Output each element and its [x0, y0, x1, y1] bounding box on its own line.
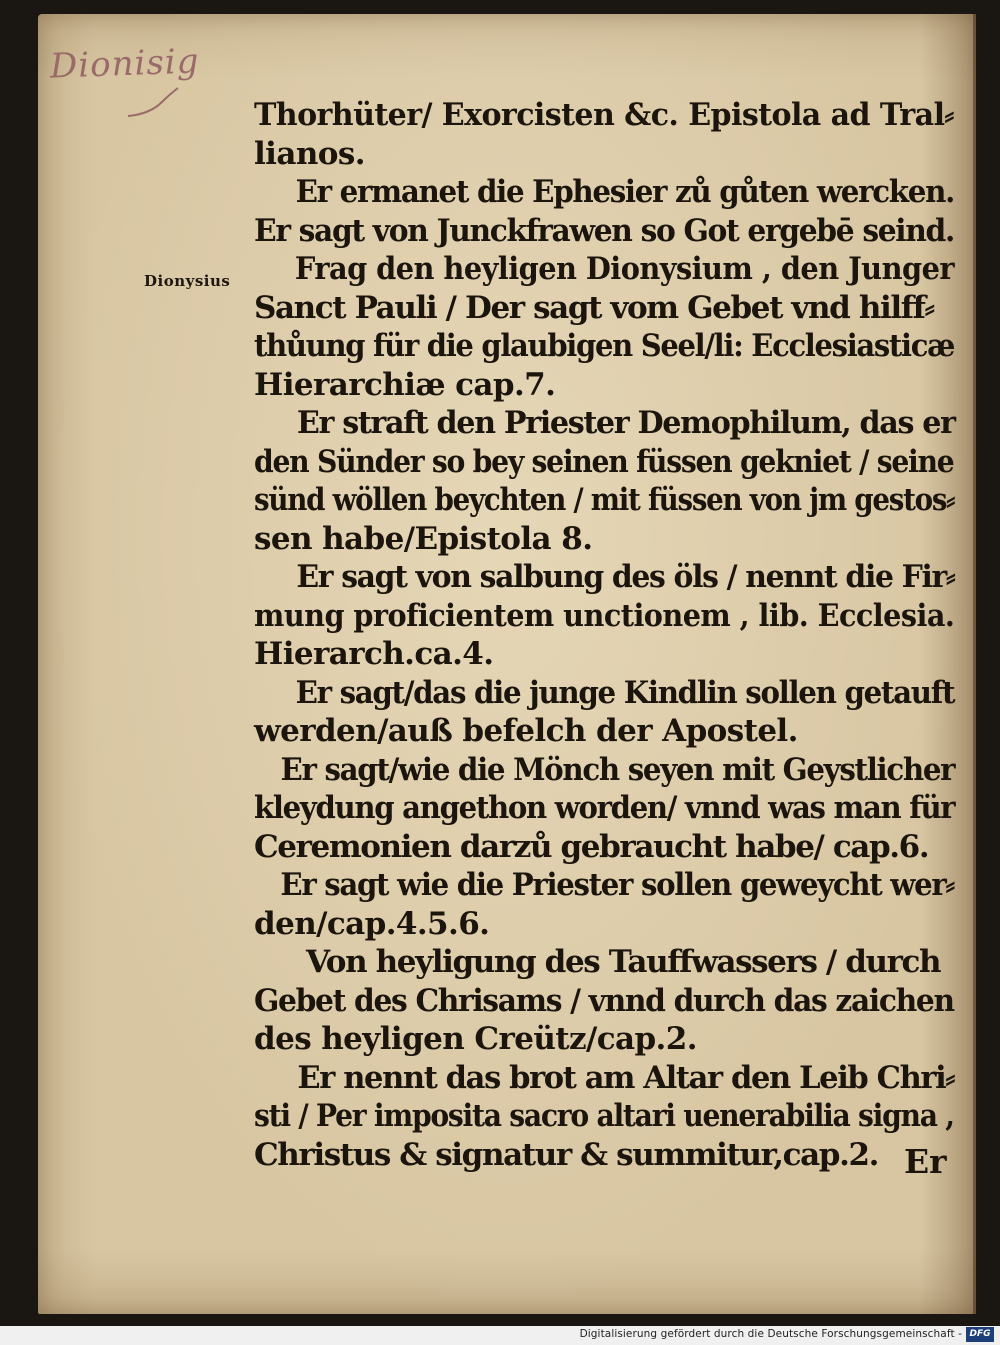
- handwritten-annotation: Dionisig: [49, 41, 201, 87]
- text-line: den/cap.4.5.6.: [254, 905, 490, 942]
- text-line: Er sagt von Junckfrawen so Got ergebē seind.: [254, 212, 954, 249]
- text-line: Hierarch.ca.4.: [254, 636, 494, 672]
- text-line: lianos.: [254, 135, 365, 172]
- catchword: Er: [904, 1142, 947, 1181]
- text-line: Er sagt/wie die Mönch seyen mit Geystlicher: [280, 751, 955, 788]
- text-line: mung proficientem unctionem , lib. Ecclesia.: [254, 597, 955, 634]
- text-line: Von heyligung des Tauffwassers / durch: [306, 944, 941, 980]
- footer-credit: Digitalisierung gefördert durch die Deutsche Forschungsgemeinschaft -: [579, 1328, 962, 1340]
- text-line: sti / Per imposita sacro altari uenerabilia signa ,: [254, 1098, 954, 1134]
- margin-note: Dionysius: [144, 272, 231, 290]
- text-block: [254, 96, 954, 1174]
- text-line: Er nennt das brot am Altar den Leib Chri⸗: [297, 1059, 955, 1096]
- text-line: Thorhüter/ Exorcisten &c. Epistola ad Tral⸗: [254, 97, 954, 133]
- text-line: Ceremonien darzů gebraucht habe/ cap.6.: [254, 828, 929, 865]
- text-line: des heyligen Creütz/cap.2.: [254, 1021, 697, 1057]
- text-line: thůung für die glaubigen Seel/li: Ecclesiasticæ: [254, 328, 955, 364]
- text-line: sünd wöllen beychten / mit füssen von jm gestos⸗: [254, 482, 955, 518]
- text-line: Er sagt wie die Priester sollen geweycht wer⸗: [280, 867, 954, 903]
- text-line: Gebet des Chrisams / vnnd durch das zaichen: [254, 982, 954, 1019]
- text-line: Hierarchiæ cap.7.: [254, 366, 556, 403]
- text-line: Sanct Pauli / Der sagt vom Gebet vnd hilff⸗: [254, 289, 934, 326]
- text-line: kleydung angethon worden/ vnnd was man für: [254, 790, 955, 826]
- text-line: werden/auß befelch der Apostel.: [254, 713, 798, 749]
- text-line: den Sünder so bey seinen füssen gekniet / seine: [254, 443, 954, 480]
- annotation-flourish: [126, 86, 180, 120]
- text-line: Frag den heyligen Dionysium , den Junger: [294, 251, 954, 287]
- page-edge: [973, 14, 976, 1314]
- text-line: Er sagt/das die junge Kindlin sollen getauft: [295, 674, 955, 711]
- dfg-logo[interactable]: DFG: [966, 1327, 994, 1342]
- text-line: Christus & signatur & summitur,cap.2.: [254, 1136, 879, 1173]
- text-line: Er straft den Priester Demophilum, das er: [296, 405, 955, 441]
- text-line: sen habe/Epistola 8.: [254, 520, 593, 557]
- text-line: Er ermanet die Ephesier zů gůten wercken.: [295, 174, 955, 210]
- text-line: Er sagt von salbung des öls / nennt die Fir⸗: [296, 559, 955, 595]
